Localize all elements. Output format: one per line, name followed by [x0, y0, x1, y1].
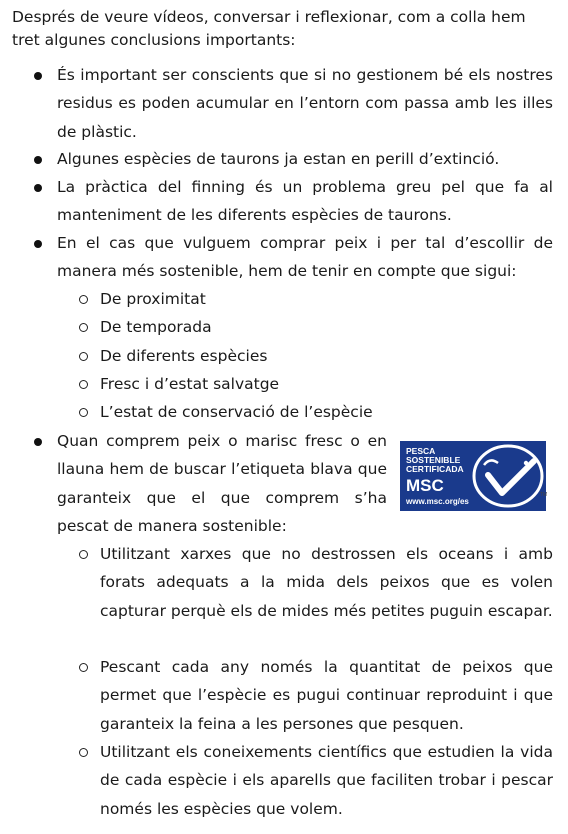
circle-bullet-icon — [79, 550, 88, 559]
circle-bullet-icon — [79, 380, 88, 389]
list-item-text: En el cas que vulguem comprar peix i per tal d’escollir de manera més sostenible, hem de tenir en compte que sigui: — [57, 234, 553, 281]
logo-tm: TM — [540, 492, 548, 498]
sub-list-item-text: L’estat de conservació de l’espècie — [100, 403, 373, 421]
bullet-icon — [34, 184, 42, 192]
bullet-icon — [34, 72, 42, 80]
sub-list-item-text: De temporada — [100, 318, 212, 336]
circle-bullet-icon — [79, 323, 88, 332]
logo-url: www.msc.org/es — [406, 497, 469, 506]
logo-line3: CERTIFICADA — [406, 464, 464, 474]
sub-list-item-text: Fresc i d’estat salvatge — [100, 375, 280, 393]
bullet-icon — [34, 438, 42, 446]
circle-bullet-icon — [79, 352, 88, 361]
sub-list-item-text: Pescant cada any només la quantitat de peixos que permet que l’espècie es pugui continuar reproduint i que garanteix la feina a les persones que pesquen. — [100, 658, 553, 733]
circle-bullet-icon — [79, 748, 88, 757]
list-item-text: La pràctica del finning és un problema greu pel que fa al manteniment de les diferents espècies de taurons. — [57, 178, 553, 225]
circle-bullet-icon — [79, 295, 88, 304]
circle-bullet-icon — [79, 408, 88, 417]
bullet-icon — [34, 240, 42, 248]
sub-list-item-text: Utilitzant xarxes que no destrossen els oceans i amb forats adequats a la mida dels peixos que es volen capturar perquè els de mides més petites puguin escapar. — [100, 545, 553, 620]
sub-list-item-text: De diferents espècies — [100, 347, 268, 365]
logo-line1: PESCA — [406, 446, 436, 456]
list-item-text: És important ser conscients que si no gestionem bé els nostres residus es poden acumular en l’entorn com passa amb les illes de plàstic. — [57, 66, 553, 141]
circle-bullet-icon — [79, 663, 88, 672]
msc-certification-logo — [400, 441, 552, 511]
logo-brand: MSC — [406, 476, 444, 495]
sub-list-item-text: Utilitzant els coneixements científics que estudien la vida de cada espècie i els aparells que faciliten trobar i pescar només les espècies que volem. — [100, 743, 553, 818]
intro-paragraph: Després de veure vídeos, conversar i reflexionar, com a colla hem tret algunes conclusions importants: — [12, 8, 526, 49]
logo-line2: SOSTENIBLE — [406, 455, 461, 465]
sub-list-item-text: De proximitat — [100, 290, 206, 308]
list-item-text: Algunes espècies de taurons ja estan en perill d’extinció. — [57, 150, 500, 168]
list-item-text: Quan comprem peix o marisc fresc o en llauna hem de buscar l’etiqueta blava que garanteix que el que comprem s’ha pescat de manera sostenible: — [57, 432, 387, 535]
bullet-icon — [34, 156, 42, 164]
